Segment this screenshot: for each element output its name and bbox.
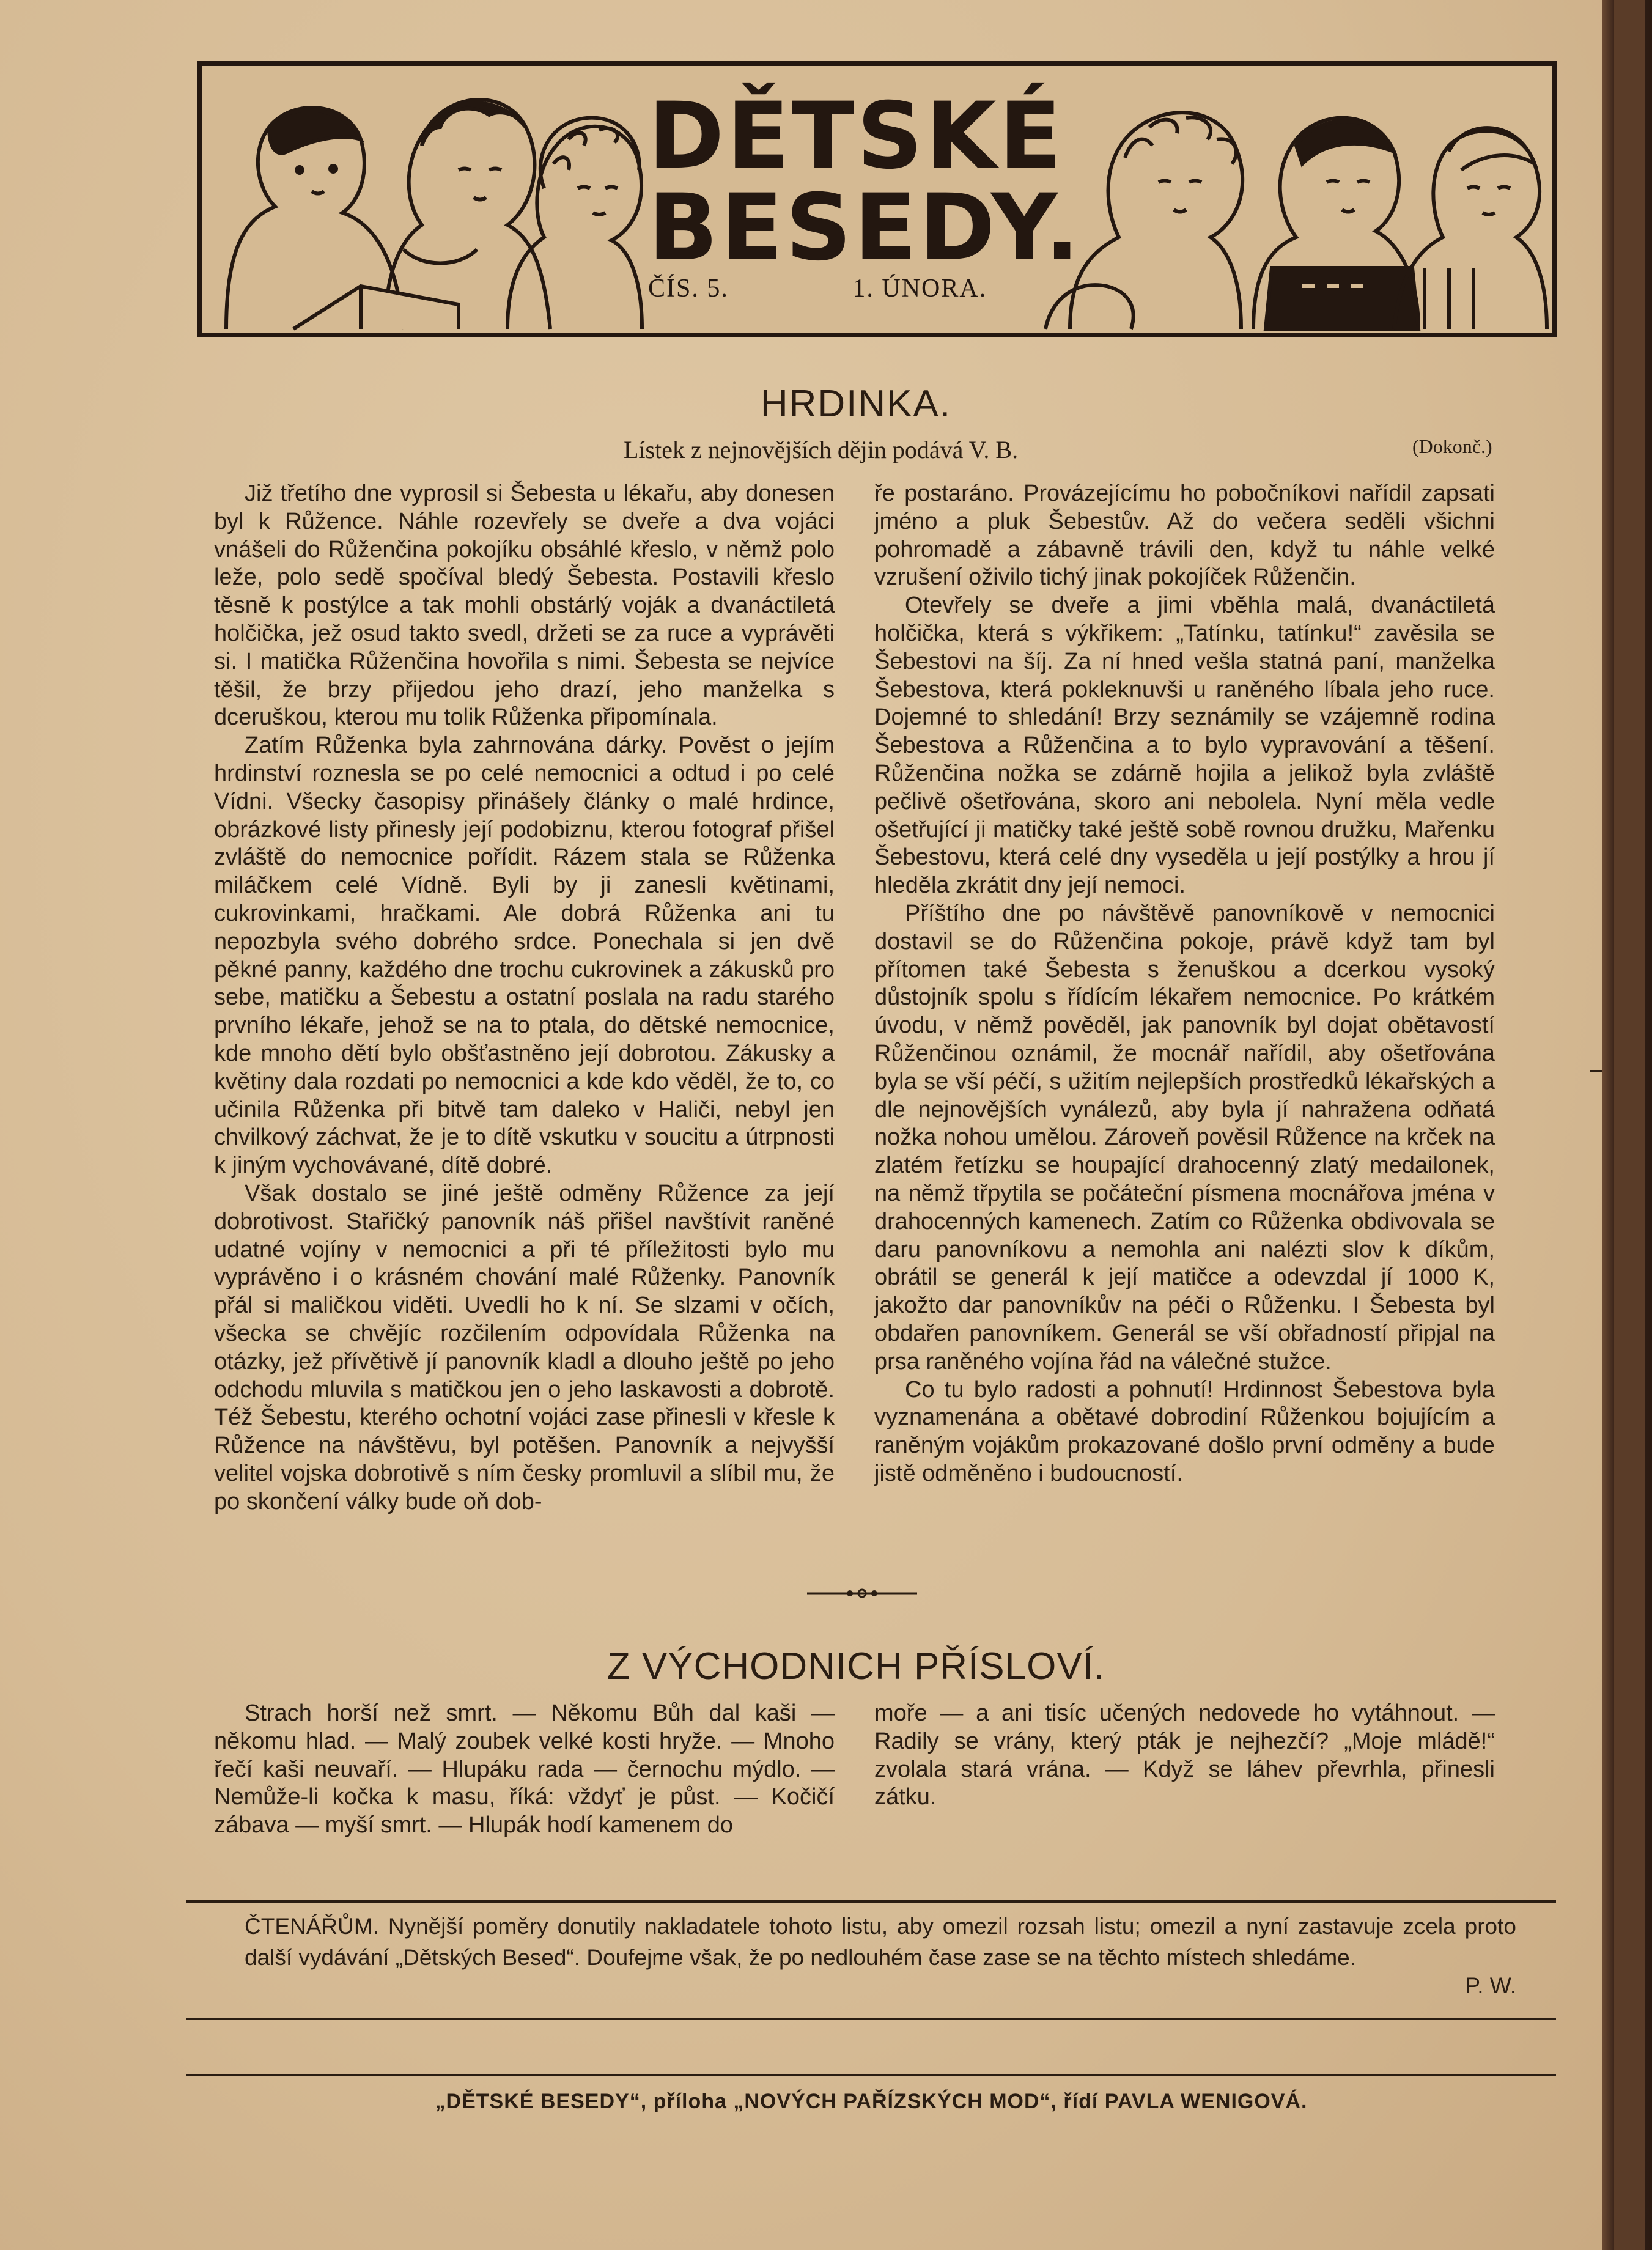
article-column-left [214, 480, 835, 1516]
notice-top-rule [186, 1900, 1556, 1903]
proverbs-column-left [214, 1700, 835, 1840]
article-column-right [874, 480, 1495, 1488]
issue-info [648, 274, 1198, 303]
edge-mark [1590, 1070, 1602, 1072]
section-divider-ornament [807, 1587, 917, 1599]
masthead-title [648, 83, 1113, 281]
issue-date: 1. ÚNORA. [852, 275, 987, 303]
article-subtitle: Lístek z nejnovějších dějin podává V. B. [624, 436, 1019, 463]
footer-rule [186, 2074, 1556, 2076]
left-children-drawing [226, 100, 642, 329]
masthead-title-line1: DĚTSKÉ [648, 83, 1064, 190]
notice-bottom-rule [186, 2018, 1556, 2020]
article-paragraph: Však dostalo se jiné ještě odměny Růžence za její dobrotivost. Stařičký panovník náš přišel navštívit raněné udatné vojíny v nemocnici a při té příležitosti bylo mu vyprávěno i o krásném chování malé Růženky. Panovník přál si maličkou viděti. Uvedli ho k ní. Se slzami v očích, všecka se chvějíc rozčilením odpovídala Růženka na otázky, jež přívětivě jí panovník kladl a dlouho ještě po jeho odchodu mluvila s matičkou jen o jeho laskavosti a dobrotě. Též Šebestu, kterého ochotní vojáci zase přinesli v křesle k Růžence na návštěvu, byl potěšen. Panovník a nejvyšší velitel vojska dobrotivě s ním česky promluvil a slíbil mu, že po skončení války bude oň dob- [214, 1180, 835, 1514]
article-paragraph: Zatím Růženka byla zahrnována dárky. Pověst o jejím hrdinství roznesla se po celé nemocnici a odtud i po celé Vídni. Všecky časopisy přinášely články o malé hrdince, obrázkové listy přinesly její podobiznu, kterou fotograf přišel zvláště do nemocnice pořídit. Rázem stala se Růženka miláčkem celé Vídně. Byli by ji zanesli květinami, cukrovinkami, hračkami. Ale dobrá Růženka ani tu nepozbyla svého dobrého srdce. Ponechala si jen dvě pěkné panny, každého dne trochu cukrovinek a zákusků pro sebe, matičku a Šebestu a ostatní poslala na radu starého prvního lékaře, jehož se na to ptala, do dětské nemocnice, kde mnoho dětí bylo obšťastněno její dobrotou. Zákusky a květiny dala rozdati po nemocnici a kde kdo věděl, že to, co učinila Růženka při bitvě tam daleko v Haliči, nebyl jen chvilkový záchvat, že je to dítě vskutku v soucitu a útrpnosti k jiným vychovávané, dítě dobré. [214, 732, 835, 1179]
proverbs-text: moře — a ani tisíc učených nedovede ho vytáhnout. — Radily se vrány, který pták je nejhezčí? „Moje mládě!“ zvolala stará vrána. — Když se láhev převrhla, přinesli zátku. [874, 1700, 1495, 1810]
article-paragraph: Příštího dne po návštěvě panovníkově v nemocnici dostavil se do Růženčina pokoje, právě když tam byl přítomen také Šebesta s ženuškou a dcerkou vysoký důstojník spolu s řídícím lékařem nemocnice. Po krátkém úvodu, v němž pověděl, jak panovník byl dojat obětavostí Růženčinou oznámil, že mocnář nařídil, aby ošetřována byla se vší péčí, s užitím nejlepších prostředků lékařských a dle nejnovějších vynálezů, aby byla jí nahražena odňatá nožka nohou umělou. Zároveň pověsil Růžence na krček na zlatém řetízku se houpající drahocenný zlatý medailonek, na němž třpytila se počáteční písmena mocnářova jména v drahocenných kamenech. Zatím co Růženka obdivovala se daru panovníkovu a nemohla ani nalézti slov k díkům, obrátil se generál k její matičce a odevzdal jí 1000 K, jakožto dar panovníkův na péči o Růženku. I Šebesta byl obdařen panovníkem. Generál se vší obřadností připjal na prsa raněného vojína řád na válečné stužce. [874, 900, 1495, 1374]
notice-signature: P. W. [1465, 1973, 1516, 1998]
article-continuation-note: (Dokonč.) [1412, 435, 1492, 457]
proverbs-column-right [874, 1700, 1495, 1812]
article-paragraph: ře postaráno. Provázejícímu ho pobočníkovi nařídil zapsati jméno a pluk Šebestův. Až do večera seděli všichni pohromadě a zábavně trávili den, když tu náhle velké vzrušení oživilo tichý jinak pokojíček Růženčin. [874, 481, 1495, 591]
proverbs-title: Z VÝCHODNICH PŘÍSLOVÍ. [607, 1645, 1105, 1688]
article-paragraph: Již třetího dne vyprosil si Šebesta u lékařu, aby donesen byl k Růžence. Náhle rozevřely se dveře a dva vojáci vnášeli do Růženčina pokojíku obsáhlé křeslo, v němž polo leže, polo sedě spočíval bledý Šebesta. Postavili křeslo těsně k postýlce a tak mohli obstárlý voják a dvanáctiletá holčička, jež osud takto svedl, držeti se za ruce a vyprávěti si. I matička Růženčina hovořila s nimi. Šebesta se nejvíce těšil, že brzy přijedou jeho drazí, jeho manželka s dceruškou, kterou mu tolik Růženka připomínala. [214, 481, 835, 731]
readers-notice: ČTENÁŘŮM. Nynější poměry donutily nakladatele tohoto listu, aby omezil rozsah listu; omezil a nyní zastavuje zcela proto další vydávání „Dětských Besed“. Doufejme však, že po nedlouhém čase zase se na těchto místech shledáme. [245, 1914, 1516, 1970]
article-title: HRDINKA. [760, 383, 952, 425]
footer-imprint: „DĚTSKÉ BESEDY“, příloha „NOVÝCH PAŘÍZSKÝCH MOD“, řídí PAVLA WENIGOVÁ. [435, 2090, 1308, 2113]
proverbs-text: Strach horší než smrt. — Někomu Bůh dal kaši — někomu hlad. — Malý zoubek velké kosti hryže. — Mnoho řečí kaši neuvaří. — Hlupáku rada — černochu mýdlo. — Nemůže-li kočka k masu, říká: vždyť je půst. — Kočičí zábava — myší smrt. — Hlupák hodí kamenem do [214, 1700, 835, 1839]
article-paragraph: Co tu bylo radosti a pohnutí! Hrdinnost Šebestova byla vyznamenána a obětavé dobrodiní Růženkou bojujícím a raněným vojákům prokazované došlo první odměny a bude jistě odměněno i budoucností. [874, 1376, 1495, 1486]
masthead-title-line2: BESEDY. [648, 175, 1082, 281]
scan-edge-strip [1602, 0, 1652, 2250]
article-paragraph: Otevřely se dveře a jimi vběhla malá, dvanáctiletá holčička, která s výkřikem: „Tatínku, tatínku!“ zavěsila se Šebestovi na šíj. Za ní hned vešla statná paní, manželka Šebestova, která pokleknuvši u raněného líbala jeho ruce. Dojemné to shledání! Brzy seznámily se vzájemně rodina Šebestova a Růženčina a to bylo vypravování a těšení. Růženčina nožka se zdárně hojila a jelikož byla zvláště pečlivě ošetřována, skoro ani nebolela. Nyní měla vedle ošetřující ji matičky také ještě sobě rovnou družku, Mařenku Šebestovu, která celé dny vyseděla u její postýlky a hrou jí hleděla zkrátit dny její nemoci. [874, 592, 1495, 899]
issue-number: ČÍS. 5. [648, 275, 729, 303]
masthead [197, 61, 1557, 338]
